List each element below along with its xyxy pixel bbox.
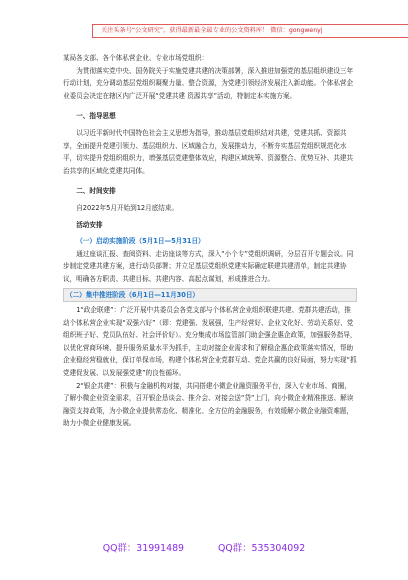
intro-paragraph: 为贯彻落实党中央、国务院关于实施党建共建的决策部署，深入推进加强党的基层组织建设三年行动计划，充分调动基层党组织凝聚力量、整合资源，为党建引领经济发展注入新动能。个体私营企业委员会决定在辖区内广泛开展“党建共建 资源共享”活动，特制定本实施方案。 <box>63 66 354 100</box>
section1-heading: 一、指导思想 <box>76 112 116 121</box>
footer <box>0 540 408 554</box>
qq-group-2: QQ群：535304092 <box>218 543 306 554</box>
qq-group-1: QQ群：31991489 <box>102 543 185 554</box>
phase2-title: （二）集中推进阶段（6月1日—11月30日） <box>66 290 200 299</box>
salutation: 某局各支部、各个体私营企业、专业市场党组织： <box>63 54 209 62</box>
phase1-body: 通过座谈汇报、查阅资料、走访座谈等方式，深入“小个专”党组织调研，分层召开专题会议。同步制定党建共建方案，进行动员部署；并立足基层党组织党建实际确定联建共建清单，制定共建协议，明确各方职责、共建目标、共建内容、高起点谋划，形成推进合力。 <box>63 249 354 283</box>
top-banner: 关注头条号“公文研究”，获得最新最全最专业的公文资料库！ 微信：gongwenyj <box>92 24 408 38</box>
activities-heading: 活动安排 <box>76 220 103 229</box>
phase1-title: （一）启动实施阶段（5月1日—5月31日） <box>76 237 205 246</box>
document-body <box>63 52 357 430</box>
phase2-item1: 1“政企联建”：广泛开展中共委员会各党支部与个体私营企业组织联建共建、党群共建活动，推动个体私营企业实现“双强六好”（即：党建强、发展强，生产经营好、企业文化好、劳动关系好、党组织班子好、党员队伍好、社会评价好）。充分集成市场监管部门助企强企惠企政策，加强服务指导，以优化营商环境、提升服务质量水平为抓手，主动对接企业需求和了解稳企惠企政策落实情况，帮助企业稳经营稳就业，保订单保市场，构建个体私营企业党群互动、党企共赢的良好局面，努力实现“抓党建促发展、以发展强党建”的良性循环。 <box>63 306 357 378</box>
phase2-title-box <box>63 288 357 303</box>
section1-body: 以习近平新时代中国特色社会主义思想为指导，推动基层党组织结对共建，党建共抓、资源共享，全面提升党建引领力、基层组织力、区域融合力，发展推动力，不断夯实基层党组织规范化水平，切实提升党组织组织力，增强基层党建整体效应，构建区域统筹、资源整合、优势互补、共建共治共享的区域化党建共同体。 <box>63 128 354 175</box>
section2-heading: 二、时间安排 <box>76 187 116 196</box>
phase2-item2: 2“银企共建”：积极与金融机构对接，共同搭建小微企业融资服务平台，深入专业市场、商圈，了解小微企业资金需求，召开银企恳谈会、推介会、对接会送“贷”上门，向小微企业精准推送、解读融资支持政策，为小微企业提供常态化、精准化、全方位的金融服务，有效缓解小微企业融资难题，助力小微企业健康发展。 <box>63 381 354 428</box>
section2-body: 自2022年5月开始到12月底结束。 <box>76 203 179 212</box>
